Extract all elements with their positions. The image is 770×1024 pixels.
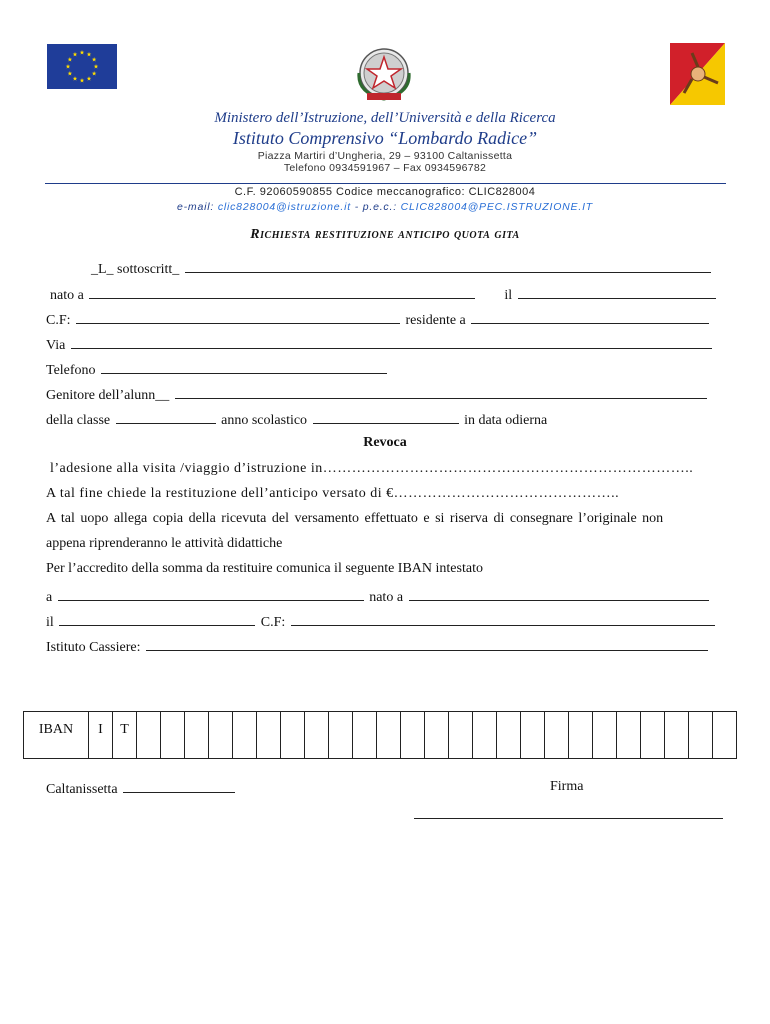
class-label: della classe xyxy=(46,413,111,428)
holder-line xyxy=(46,587,711,606)
iban-cell[interactable] xyxy=(401,712,425,759)
revoca-heading: Revoca xyxy=(363,435,407,450)
school-year-label: anno scolastico xyxy=(221,413,308,428)
signature-label: Firma xyxy=(550,779,584,794)
signature-field[interactable] xyxy=(414,818,723,819)
iban-cell[interactable] xyxy=(185,712,209,759)
institute-address: Piazza Martiri d’Ungheria, 29 – 93100 Caltanissetta xyxy=(257,150,513,162)
street-line xyxy=(46,335,714,354)
street-label: Via xyxy=(46,338,66,353)
iban-cell[interactable]: T xyxy=(113,712,137,759)
iban-cell[interactable] xyxy=(377,712,401,759)
pec-link[interactable]: CLIC828004@PEC.ISTRUZIONE.IT xyxy=(400,201,593,213)
sicily-flag-icon xyxy=(670,43,725,105)
iban-cell[interactable] xyxy=(593,712,617,759)
email-line xyxy=(0,201,770,213)
italian-republic-emblem-icon xyxy=(349,43,419,105)
city-label: Caltanissetta xyxy=(46,782,118,797)
iban-cell[interactable]: I xyxy=(89,712,113,759)
pec-label: - p.e.c.: xyxy=(354,201,397,213)
iban-cell[interactable] xyxy=(353,712,377,759)
iban-cell[interactable] xyxy=(497,712,521,759)
iban-cell[interactable] xyxy=(617,712,641,759)
eu-flag-icon xyxy=(47,44,117,89)
signer-label: _L_ sottoscritt_ xyxy=(91,262,180,277)
iban-cell[interactable] xyxy=(137,712,161,759)
parent-line xyxy=(46,385,709,404)
iban-cell[interactable] xyxy=(233,712,257,759)
iban-cell[interactable] xyxy=(665,712,689,759)
holder-cf-label: C.F: xyxy=(260,615,286,630)
iban-cell[interactable] xyxy=(473,712,497,759)
street-field[interactable] xyxy=(71,335,712,349)
holder-field[interactable] xyxy=(58,587,364,601)
birth-date-label: il xyxy=(504,288,513,303)
fiscal-code-line: C.F. 92060590855 Codice meccanografico: CLIC828004 xyxy=(234,186,536,198)
iban-cell[interactable] xyxy=(305,712,329,759)
iban-label-cell: IBAN xyxy=(24,712,89,759)
student-name-field[interactable] xyxy=(175,385,707,399)
bank-field[interactable] xyxy=(146,637,708,651)
iban-grid xyxy=(23,711,737,759)
signer-line xyxy=(91,259,713,278)
phone-line xyxy=(46,360,389,379)
iban-cell[interactable] xyxy=(689,712,713,759)
iban-cell[interactable] xyxy=(545,712,569,759)
institute-name: Istituto Comprensivo “Lombardo Radice” xyxy=(232,128,538,148)
iban-cell[interactable] xyxy=(209,712,233,759)
bank-label: Istituto Cassiere: xyxy=(46,640,141,655)
phone-label: Telefono xyxy=(46,363,96,378)
born-label: nato a xyxy=(50,288,84,303)
signer-name-field[interactable] xyxy=(185,259,711,273)
parent-label: Genitore dell’alunn__ xyxy=(46,388,170,403)
header-divider xyxy=(45,183,726,184)
institute-phone: Telefono 0934591967 – Fax 0934596782 xyxy=(283,162,487,174)
iban-intro: Per l’accredito della somma da restituire comunica il seguente IBAN intestato xyxy=(46,561,483,576)
email-link[interactable]: clic828004@istruzione.it xyxy=(217,201,351,213)
date-field[interactable] xyxy=(123,779,235,793)
iban-cell[interactable] xyxy=(329,712,353,759)
cf-residence-line xyxy=(46,310,711,329)
refund-paragraph: A tal fine chiede la restituzione dell’anticipo versato di €……………………………………….. xyxy=(46,486,620,501)
class-line xyxy=(46,410,547,429)
iban-cell[interactable] xyxy=(425,712,449,759)
receipt-paragraph-cont: appena riprenderanno le attività didattiche xyxy=(46,536,283,551)
phone-field[interactable] xyxy=(101,360,387,374)
iban-cell[interactable] xyxy=(449,712,473,759)
holder-cf-field[interactable] xyxy=(291,612,715,626)
holder-born-label: nato a xyxy=(369,590,404,605)
iban-cell[interactable] xyxy=(281,712,305,759)
cf-label: C.F: xyxy=(46,313,71,328)
holder-date-label: il xyxy=(46,615,54,630)
school-year-field[interactable] xyxy=(313,410,459,424)
birth-line xyxy=(50,285,718,304)
iban-cell[interactable] xyxy=(641,712,665,759)
residence-field[interactable] xyxy=(471,310,709,324)
birthplace-field[interactable] xyxy=(89,285,475,299)
date-label: in data odierna xyxy=(464,413,548,428)
holder-label: a xyxy=(46,590,53,605)
document-title: Richiesta restituzione anticipo quota gita xyxy=(250,227,520,242)
holder-date-field[interactable] xyxy=(59,612,255,626)
receipt-paragraph: A tal uopo allega copia della ricevuta del versamento effettuato e si riserva di consegnare l’originale non xyxy=(46,511,664,526)
iban-cell[interactable] xyxy=(257,712,281,759)
email-label: e-mail: xyxy=(176,201,215,213)
trip-paragraph: l’adesione alla visita /viaggio d’istruzione in………………………………………………………………….. xyxy=(50,461,694,476)
city-line xyxy=(46,779,237,798)
class-field[interactable] xyxy=(116,410,216,424)
iban-cell[interactable] xyxy=(521,712,545,759)
iban-cell[interactable] xyxy=(713,712,737,759)
iban-cell[interactable] xyxy=(161,712,185,759)
bank-line xyxy=(46,637,710,656)
residence-label: residente a xyxy=(405,313,466,328)
iban-cell[interactable] xyxy=(569,712,593,759)
holder-date-line xyxy=(46,612,717,631)
ministry-name: Ministero dell’Istruzione, dell’Università e della Ricerca xyxy=(214,110,556,126)
birth-date-field[interactable] xyxy=(518,285,716,299)
cf-field[interactable] xyxy=(76,310,400,324)
holder-birthplace-field[interactable] xyxy=(409,587,709,601)
